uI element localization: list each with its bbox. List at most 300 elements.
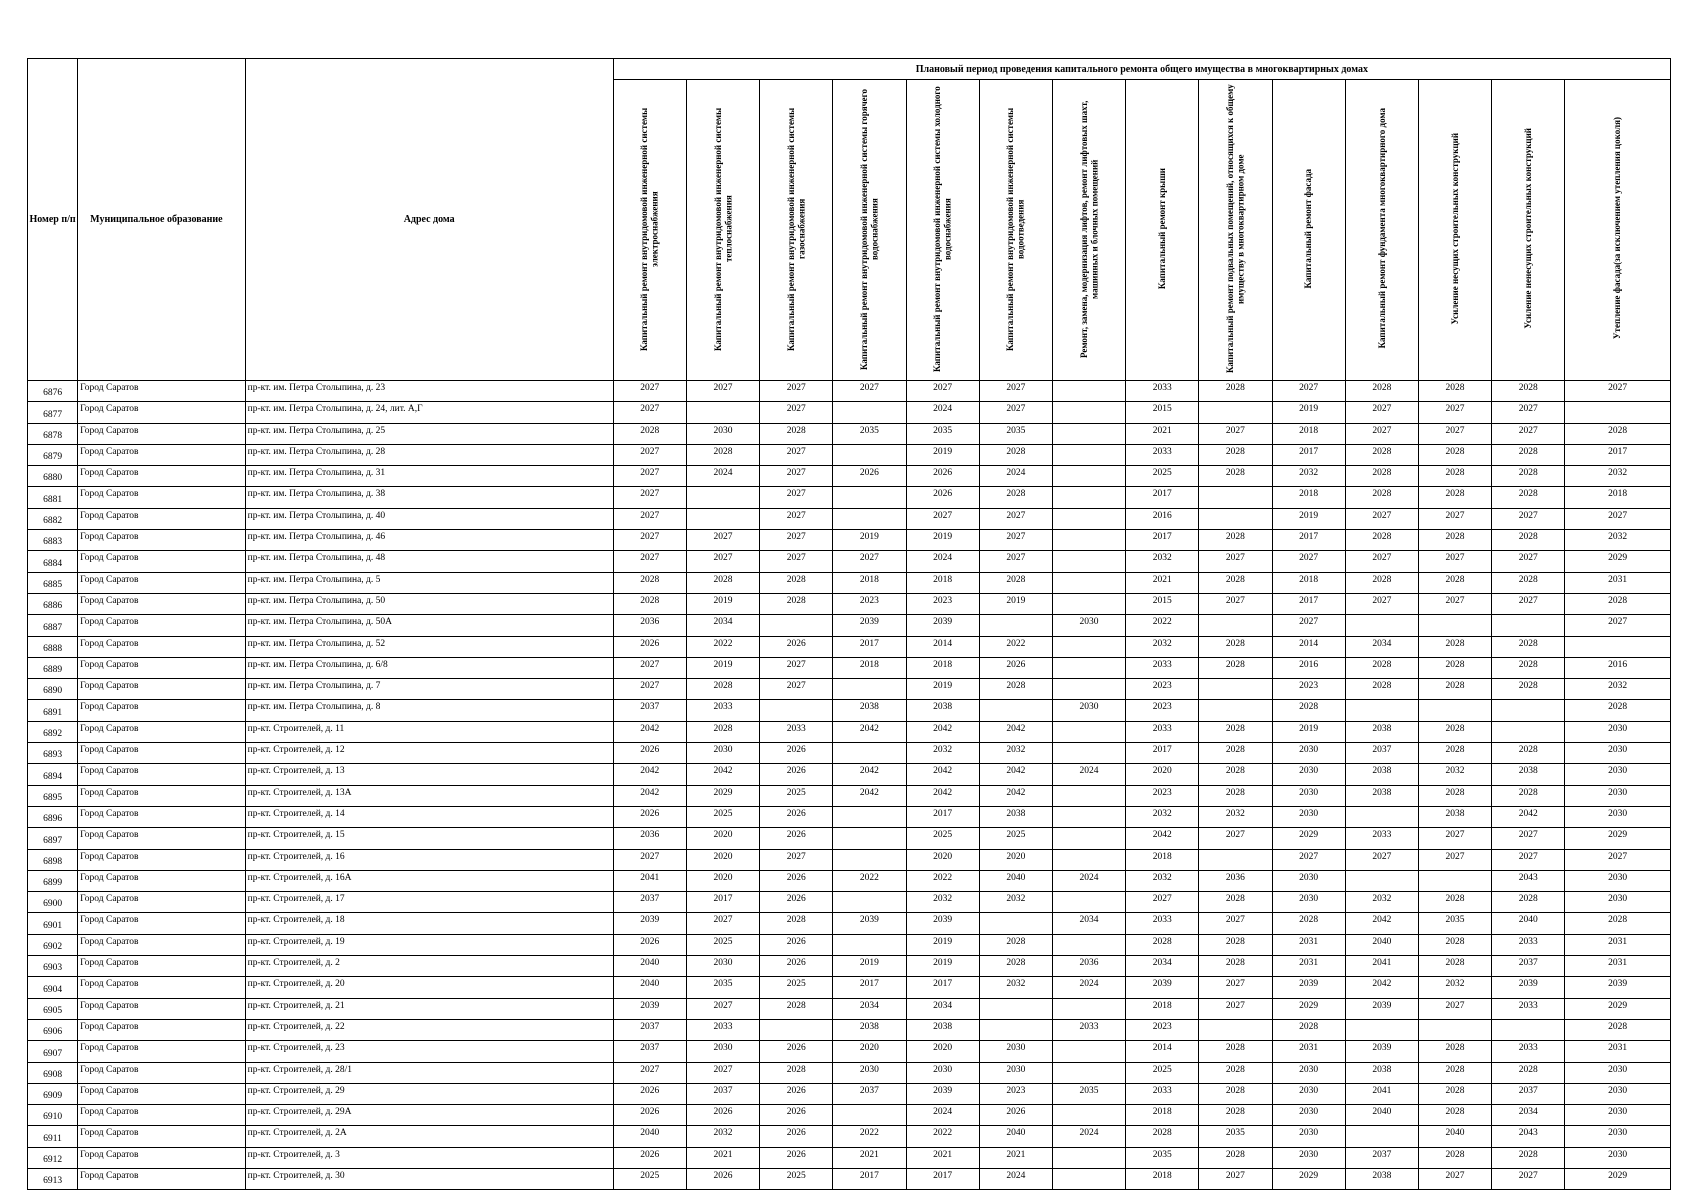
header-column [1565, 80, 1671, 381]
year-cell: 2032 [1418, 977, 1491, 998]
year-cell [686, 508, 759, 529]
year-cell: 2028 [1199, 530, 1272, 551]
table-row [28, 679, 1671, 700]
year-cell: 2032 [906, 892, 979, 913]
year-cell: 2028 [1272, 1019, 1345, 1040]
year-cell [1052, 892, 1125, 913]
year-cell [1199, 700, 1272, 721]
year-cell: 2019 [906, 444, 979, 465]
year-cell: 2028 [1126, 1126, 1199, 1147]
row-number: 6897 [28, 828, 78, 849]
year-cell: 2024 [1052, 764, 1125, 785]
year-cell: 2028 [1345, 444, 1418, 465]
year-cell: 2041 [1345, 956, 1418, 977]
year-cell: 2028 [1199, 466, 1272, 487]
header-column-label: Капитальный ремонт крыши [1156, 167, 1167, 290]
year-cell: 2028 [1418, 636, 1491, 657]
header-column-label: Усиление ненесущих строительных конструкций [1522, 128, 1533, 329]
year-cell: 2042 [833, 785, 906, 806]
year-cell [833, 743, 906, 764]
year-cell: 2028 [979, 679, 1052, 700]
table-row [28, 849, 1671, 870]
year-cell: 2018 [1272, 572, 1345, 593]
year-cell: 2027 [760, 679, 833, 700]
year-cell: 2022 [979, 636, 1052, 657]
municipality-cell: Город Саратов [78, 615, 245, 636]
year-cell: 2027 [1272, 849, 1345, 870]
header-column-label: Утепление фасада(за исключением утепления цоколя) [1612, 117, 1623, 340]
year-cell: 2028 [1492, 679, 1565, 700]
year-cell: 2038 [1345, 764, 1418, 785]
year-cell [833, 402, 906, 423]
year-cell: 2040 [613, 956, 686, 977]
year-cell: 2031 [1565, 572, 1671, 593]
year-cell: 2027 [1492, 849, 1565, 870]
year-cell: 2026 [760, 1041, 833, 1062]
year-cell [1052, 636, 1125, 657]
year-cell: 2030 [1272, 892, 1345, 913]
header-column [906, 80, 979, 381]
year-cell [1418, 870, 1491, 891]
year-cell: 2030 [1052, 700, 1125, 721]
year-cell: 2018 [1126, 849, 1199, 870]
year-cell: 2017 [833, 1168, 906, 1189]
address-cell: пр-кт. им. Петра Столыпина, д. 25 [245, 423, 613, 444]
table-row [28, 551, 1671, 572]
year-cell [760, 700, 833, 721]
year-cell: 2038 [1345, 785, 1418, 806]
year-cell: 2028 [1199, 572, 1272, 593]
table-header [28, 59, 1671, 381]
table-row [28, 572, 1671, 593]
year-cell: 2027 [686, 381, 759, 402]
header-column-label: Капитальный ремонт внутридомовой инженерной системы газоснабжения [785, 106, 807, 351]
table-row [28, 998, 1671, 1019]
year-cell: 2026 [760, 828, 833, 849]
row-number: 6907 [28, 1041, 78, 1062]
year-cell [979, 998, 1052, 1019]
year-cell: 2027 [1345, 423, 1418, 444]
year-cell: 2027 [760, 551, 833, 572]
address-cell: пр-кт. Строителей, д. 12 [245, 743, 613, 764]
address-cell: пр-кт. Строителей, д. 20 [245, 977, 613, 998]
header-municipality: Муниципальное образование [78, 59, 245, 381]
year-cell: 2035 [1126, 1147, 1199, 1168]
year-cell: 2028 [1199, 381, 1272, 402]
year-cell: 2020 [906, 849, 979, 870]
year-cell [833, 508, 906, 529]
municipality-cell: Город Саратов [78, 721, 245, 742]
year-cell: 2027 [613, 657, 686, 678]
year-cell: 2028 [1345, 530, 1418, 551]
year-cell: 2025 [979, 828, 1052, 849]
year-cell: 2033 [1492, 1041, 1565, 1062]
year-cell: 2028 [1418, 1147, 1491, 1168]
year-cell: 2026 [760, 1083, 833, 1104]
year-cell: 2027 [1199, 998, 1272, 1019]
year-cell: 2042 [906, 764, 979, 785]
year-cell [1345, 870, 1418, 891]
year-cell: 2025 [686, 806, 759, 827]
year-cell: 2027 [979, 551, 1052, 572]
year-cell: 2032 [979, 892, 1052, 913]
year-cell: 2025 [1126, 466, 1199, 487]
year-cell: 2019 [1272, 721, 1345, 742]
header-column [1418, 80, 1491, 381]
municipality-cell: Город Саратов [78, 870, 245, 891]
year-cell: 2021 [686, 1147, 759, 1168]
year-cell: 2028 [1199, 1041, 1272, 1062]
year-cell: 2019 [1272, 508, 1345, 529]
year-cell: 2037 [1345, 1147, 1418, 1168]
year-cell [1418, 700, 1491, 721]
address-cell: пр-кт. им. Петра Столыпина, д. 23 [245, 381, 613, 402]
year-cell [1052, 530, 1125, 551]
address-cell: пр-кт. Строителей, д. 13 [245, 764, 613, 785]
year-cell: 2028 [1126, 934, 1199, 955]
table-row [28, 785, 1671, 806]
year-cell: 2038 [906, 1019, 979, 1040]
year-cell: 2038 [979, 806, 1052, 827]
year-cell: 2033 [1126, 444, 1199, 465]
year-cell [1199, 487, 1272, 508]
municipality-cell: Город Саратов [78, 1083, 245, 1104]
year-cell [1565, 636, 1671, 657]
year-cell: 2042 [833, 721, 906, 742]
year-cell: 2033 [1126, 381, 1199, 402]
address-cell: пр-кт. им. Петра Столыпина, д. 5 [245, 572, 613, 593]
header-column-label: Капитальный ремонт внутридомовой инженерной системы водоотведения [1005, 106, 1026, 351]
year-cell [1052, 1062, 1125, 1083]
year-cell: 2030 [1565, 1147, 1671, 1168]
year-cell: 2027 [1126, 892, 1199, 913]
year-cell: 2036 [1052, 956, 1125, 977]
year-cell: 2042 [906, 785, 979, 806]
table-row [28, 1126, 1671, 1147]
year-cell: 2028 [1492, 444, 1565, 465]
table-row [28, 1062, 1671, 1083]
year-cell: 2030 [1565, 1105, 1671, 1126]
year-cell: 2017 [833, 977, 906, 998]
year-cell: 2040 [1492, 913, 1565, 934]
year-cell: 2027 [1418, 423, 1491, 444]
year-cell: 2032 [1126, 806, 1199, 827]
year-cell: 2033 [1126, 721, 1199, 742]
year-cell [1052, 743, 1125, 764]
table-row [28, 870, 1671, 891]
year-cell: 2017 [906, 806, 979, 827]
year-cell: 2037 [613, 1019, 686, 1040]
address-cell: пр-кт. им. Петра Столыпина, д. 52 [245, 636, 613, 657]
year-cell: 2023 [1126, 785, 1199, 806]
header-column [979, 80, 1052, 381]
year-cell: 2030 [1565, 1062, 1671, 1083]
year-cell: 2027 [686, 1062, 759, 1083]
table-row [28, 444, 1671, 465]
header-column-label: Ремонт, замена, модернизация лифтов, ремонт лифтовых шахт, машинных и блочных помещений [1078, 99, 1100, 358]
year-cell: 2018 [833, 572, 906, 593]
year-cell: 2032 [1272, 466, 1345, 487]
year-cell: 2039 [833, 615, 906, 636]
year-cell: 2032 [1418, 764, 1491, 785]
table-row [28, 764, 1671, 785]
year-cell: 2019 [906, 956, 979, 977]
year-cell: 2017 [1126, 530, 1199, 551]
header-column-label: Капитальный ремонт внутридомовой инженерной системы холодного водоснабжения [932, 85, 953, 372]
year-cell [1418, 615, 1491, 636]
year-cell: 2030 [1052, 615, 1125, 636]
year-cell: 2041 [613, 870, 686, 891]
year-cell [1052, 1147, 1125, 1168]
year-cell: 2023 [906, 593, 979, 614]
year-cell: 2030 [1565, 806, 1671, 827]
table-row [28, 402, 1671, 423]
table-row [28, 530, 1671, 551]
year-cell: 2027 [1565, 849, 1671, 870]
table-row [28, 1041, 1671, 1062]
year-cell: 2028 [1418, 530, 1491, 551]
year-cell: 2030 [979, 1041, 1052, 1062]
row-number: 6905 [28, 998, 78, 1019]
header-column [1052, 80, 1125, 381]
year-cell: 2022 [906, 1126, 979, 1147]
year-cell: 2027 [760, 402, 833, 423]
year-cell [1052, 828, 1125, 849]
header-column-label: Усиление несущих строительных конструкций [1449, 132, 1460, 325]
year-cell: 2039 [1345, 998, 1418, 1019]
table-row [28, 1147, 1671, 1168]
year-cell: 2040 [1418, 1126, 1491, 1147]
year-cell: 2030 [1565, 870, 1671, 891]
year-cell: 2027 [1565, 615, 1671, 636]
year-cell: 2038 [833, 700, 906, 721]
year-cell: 2017 [1126, 743, 1199, 764]
table-row [28, 508, 1671, 529]
header-column-label: Капитальный ремонт фундамента многоквартирного дома [1376, 108, 1387, 349]
year-cell: 2032 [979, 977, 1052, 998]
year-cell: 2038 [1492, 764, 1565, 785]
year-cell: 2027 [613, 444, 686, 465]
year-cell: 2028 [760, 913, 833, 934]
address-cell: пр-кт. Строителей, д. 19 [245, 934, 613, 955]
year-cell [1052, 444, 1125, 465]
year-cell [1199, 402, 1272, 423]
municipality-cell: Город Саратов [78, 487, 245, 508]
year-cell: 2027 [760, 487, 833, 508]
header-column [833, 80, 906, 381]
year-cell: 2036 [613, 828, 686, 849]
year-cell: 2028 [1418, 743, 1491, 764]
year-cell [1199, 615, 1272, 636]
year-cell: 2041 [1345, 1083, 1418, 1104]
year-cell [833, 1105, 906, 1126]
address-cell: пр-кт. им. Петра Столыпина, д. 46 [245, 530, 613, 551]
year-cell: 2027 [979, 402, 1052, 423]
year-cell: 2032 [1126, 870, 1199, 891]
year-cell: 2026 [760, 1105, 833, 1126]
table-row [28, 487, 1671, 508]
year-cell: 2023 [979, 1083, 1052, 1104]
row-number: 6887 [28, 615, 78, 636]
year-cell: 2027 [1565, 508, 1671, 529]
year-cell: 2030 [1565, 785, 1671, 806]
year-cell: 2030 [833, 1062, 906, 1083]
address-cell: пр-кт. Строителей, д. 13А [245, 785, 613, 806]
year-cell: 2027 [1272, 615, 1345, 636]
year-cell: 2014 [906, 636, 979, 657]
year-cell [1052, 721, 1125, 742]
row-number: 6911 [28, 1126, 78, 1147]
year-cell: 2032 [686, 1126, 759, 1147]
year-cell: 2028 [1565, 593, 1671, 614]
year-cell: 2028 [1418, 934, 1491, 955]
year-cell: 2029 [1565, 828, 1671, 849]
year-cell: 2017 [833, 636, 906, 657]
year-cell [1199, 679, 1272, 700]
year-cell: 2031 [1565, 934, 1671, 955]
year-cell: 2028 [1199, 892, 1272, 913]
year-cell: 2025 [760, 785, 833, 806]
year-cell: 2027 [1345, 551, 1418, 572]
year-cell: 2026 [833, 466, 906, 487]
year-cell: 2027 [1199, 913, 1272, 934]
municipality-cell: Город Саратов [78, 998, 245, 1019]
year-cell: 2037 [613, 1041, 686, 1062]
row-number: 6891 [28, 700, 78, 721]
table-row [28, 593, 1671, 614]
row-number: 6878 [28, 423, 78, 444]
table-row [28, 956, 1671, 977]
year-cell: 2037 [613, 700, 686, 721]
year-cell: 2028 [1492, 487, 1565, 508]
year-cell: 2021 [833, 1147, 906, 1168]
year-cell [1052, 1168, 1125, 1189]
year-cell: 2039 [1565, 977, 1671, 998]
row-number: 6879 [28, 444, 78, 465]
municipality-cell: Город Саратов [78, 593, 245, 614]
year-cell: 2028 [1199, 1062, 1272, 1083]
address-cell: пр-кт. им. Петра Столыпина, д. 31 [245, 466, 613, 487]
year-cell: 2017 [906, 1168, 979, 1189]
year-cell: 2030 [1272, 1062, 1345, 1083]
year-cell: 2028 [1565, 1019, 1671, 1040]
year-cell: 2032 [1565, 530, 1671, 551]
year-cell: 2019 [906, 679, 979, 700]
header-column-label: Капитальный ремонт внутридомовой инженерной системы электроснабжения [639, 106, 660, 351]
year-cell [1345, 1019, 1418, 1040]
year-cell: 2023 [1272, 679, 1345, 700]
year-cell: 2035 [686, 977, 759, 998]
table-row [28, 913, 1671, 934]
address-cell: пр-кт. Строителей, д. 16А [245, 870, 613, 891]
year-cell: 2027 [1199, 1168, 1272, 1189]
year-cell: 2028 [1418, 657, 1491, 678]
year-cell: 2039 [906, 615, 979, 636]
year-cell: 2033 [1052, 1019, 1125, 1040]
year-cell: 2028 [1565, 700, 1671, 721]
year-cell: 2027 [1199, 977, 1272, 998]
year-cell: 2027 [1199, 423, 1272, 444]
year-cell: 2030 [686, 423, 759, 444]
year-cell: 2027 [1492, 1168, 1565, 1189]
table-row [28, 1083, 1671, 1104]
year-cell [1052, 998, 1125, 1019]
year-cell: 2034 [1345, 636, 1418, 657]
address-cell: пр-кт. Строителей, д. 11 [245, 721, 613, 742]
year-cell: 2029 [1565, 998, 1671, 1019]
year-cell [833, 444, 906, 465]
year-cell: 2026 [760, 934, 833, 955]
year-cell: 2026 [613, 636, 686, 657]
year-cell [979, 700, 1052, 721]
year-cell: 2016 [1565, 657, 1671, 678]
year-cell: 2024 [979, 1168, 1052, 1189]
row-number: 6888 [28, 636, 78, 657]
year-cell: 2024 [1052, 1126, 1125, 1147]
header-column [1492, 80, 1565, 381]
year-cell: 2027 [1418, 508, 1491, 529]
year-cell: 2036 [1199, 870, 1272, 891]
year-cell: 2034 [1492, 1105, 1565, 1126]
year-cell: 2019 [686, 657, 759, 678]
year-cell: 2026 [613, 1083, 686, 1104]
year-cell: 2042 [906, 721, 979, 742]
address-cell: пр-кт. Строителей, д. 18 [245, 913, 613, 934]
year-cell: 2030 [686, 956, 759, 977]
year-cell [833, 679, 906, 700]
year-cell: 2030 [1565, 764, 1671, 785]
year-cell: 2028 [1418, 1041, 1491, 1062]
year-cell: 2028 [1418, 487, 1491, 508]
year-cell: 2026 [979, 657, 1052, 678]
row-number: 6913 [28, 1168, 78, 1189]
year-cell: 2029 [1272, 1168, 1345, 1189]
year-cell: 2027 [1418, 849, 1491, 870]
year-cell: 2027 [760, 444, 833, 465]
row-number: 6904 [28, 977, 78, 998]
header-period: Плановый период проведения капитального ремонта общего имущества в многоквартирных домах [613, 59, 1670, 80]
year-cell: 2020 [1126, 764, 1199, 785]
year-cell: 2027 [1272, 551, 1345, 572]
year-cell: 2026 [906, 487, 979, 508]
year-cell: 2028 [1418, 1062, 1491, 1083]
year-cell: 2027 [1492, 828, 1565, 849]
table-row [28, 828, 1671, 849]
year-cell: 2027 [1492, 402, 1565, 423]
year-cell: 2026 [760, 1126, 833, 1147]
row-number: 6890 [28, 679, 78, 700]
header-column-label: Капитальный ремонт внутридомовой инженерной системы теплоснабжения [712, 106, 733, 351]
year-cell [1052, 1041, 1125, 1062]
year-cell: 2018 [1126, 1105, 1199, 1126]
year-cell [1052, 572, 1125, 593]
year-cell: 2042 [833, 764, 906, 785]
address-cell: пр-кт. Строителей, д. 29А [245, 1105, 613, 1126]
municipality-cell: Город Саратов [78, 1105, 245, 1126]
row-number: 6908 [28, 1062, 78, 1083]
year-cell: 2040 [979, 870, 1052, 891]
year-cell: 2038 [906, 700, 979, 721]
municipality-cell: Город Саратов [78, 849, 245, 870]
year-cell: 2028 [1345, 679, 1418, 700]
year-cell: 2028 [1565, 913, 1671, 934]
year-cell: 2027 [1418, 551, 1491, 572]
year-cell: 2028 [1418, 444, 1491, 465]
municipality-cell: Город Саратов [78, 636, 245, 657]
row-number: 6886 [28, 593, 78, 614]
year-cell [1052, 806, 1125, 827]
address-cell: пр-кт. им. Петра Столыпина, д. 8 [245, 700, 613, 721]
